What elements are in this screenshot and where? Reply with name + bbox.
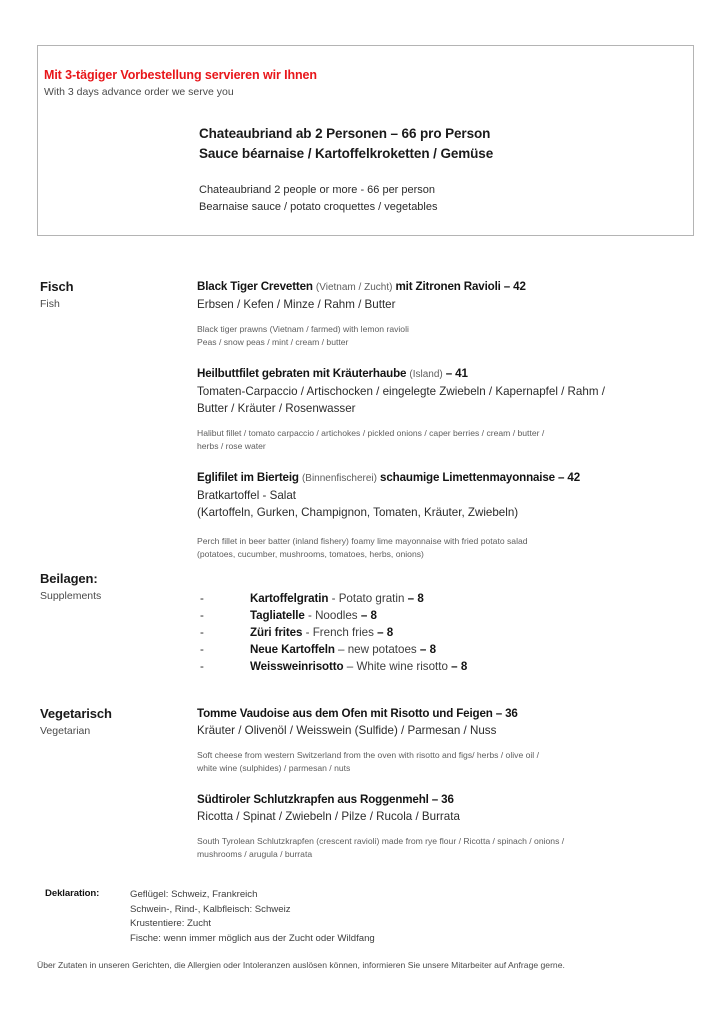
dish-title	[197, 469, 697, 487]
supplement-price-separator: –	[404, 592, 418, 605]
dish-ingredients: Ricotta / Spinat / Zwiebeln / Pilze / Rucola / Burrata	[197, 810, 460, 823]
dish-translation-line: South Tyrolean Schlutzkrapfen (crescent ravioli) made from rye flour / Ricotta / spinach / onions /	[197, 836, 565, 846]
supplement-translation: Potato gratin	[338, 592, 405, 605]
supplement-price: 8	[429, 643, 437, 656]
dish-item	[197, 365, 697, 453]
supplement-row	[197, 607, 697, 624]
supplement-dash: -	[200, 592, 204, 605]
section-label-supplements-de: Beilagen:	[40, 571, 98, 586]
declaration-label: Deklaration:	[45, 888, 100, 899]
declaration-line: Geflügel: Schweiz, Frankreich	[130, 889, 258, 900]
dish-title: Tomme Vaudoise aus dem Ofen mit Risotto und Feigen – 36	[197, 707, 518, 720]
preorder-heading-de: Mit 3-tägiger Vorbestellung servieren wir Ihnen	[44, 68, 317, 82]
section-label-supplements	[40, 570, 190, 605]
dish-ingredients: Bratkartoffel - Salat	[197, 489, 297, 502]
supplement-separator: -	[328, 592, 339, 605]
dish-ingredients: Tomaten-Carpaccio / Artischocken / eingelegte Zwiebeln / Kapernapfel / Rahm /	[197, 385, 605, 398]
preorder-main-line-1: Chateaubriand ab 2 Personen – 66 pro Person	[199, 126, 491, 141]
supplement-separator: -	[302, 626, 313, 639]
dish-ingredients: Kräuter / Olivenöl / Weisswein (Sulfide) / Parmesan / Nuss	[197, 724, 497, 737]
supplement-price: 8	[370, 609, 377, 622]
dish-title-main: Eglifilet im Bierteig	[197, 471, 302, 484]
supplement-name: Weissweinrisotto	[250, 660, 344, 673]
supplement-row	[197, 641, 697, 658]
dish-translation-line: mushrooms / arugula / burrata	[197, 849, 313, 859]
preorder-main-line-2: Sauce béarnaise / Kartoffelkroketten / Gemüse	[199, 146, 494, 161]
section-body-supplements	[197, 590, 697, 675]
preorder-heading-en: With 3 days advance order we serve you	[44, 86, 234, 98]
dish-title	[197, 365, 697, 383]
dish-origin: (Binnenfischerei)	[301, 473, 377, 484]
supplement-name: Kartoffelgratin	[250, 592, 329, 605]
supplement-translation: new potatoes	[347, 643, 417, 656]
spacer	[197, 453, 697, 469]
dish-translation-line: Halibut fillet / tomato carpaccio / artichokes / pickled onions / caper berries / cream / butter /	[197, 428, 545, 438]
supplement-name: Neue Kartoffeln	[250, 643, 335, 656]
preorder-sub-line-1: Chateaubriand 2 people or more - 66 per person	[199, 184, 436, 196]
section-label-supplements-en: Supplements	[40, 590, 102, 602]
dish-item	[197, 791, 697, 861]
supplement-row	[197, 624, 697, 641]
supplement-translation: French fries	[312, 626, 374, 639]
supplement-price: 8	[417, 592, 424, 605]
dish-translation-line: Perch fillet in beer batter (inland fishery) foamy lime mayonnaise with fried potato salad	[197, 536, 528, 546]
dish-title-main: Heilbuttfilet gebraten mit Kräuterhaube	[197, 367, 410, 380]
dish-title: Südtiroler Schlutzkrapfen aus Roggenmehl – 36	[197, 793, 454, 806]
preorder-box	[37, 45, 694, 236]
supplement-dash: -	[200, 609, 204, 622]
supplement-text	[250, 624, 393, 641]
spacer	[197, 313, 697, 323]
dish-title-rest: – 41	[442, 367, 468, 380]
dish-translation-line: Black tiger prawns (Vietnam / farmed) with lemon ravioli	[197, 324, 409, 334]
declaration-line: Fische: wenn immer möglich aus der Zucht oder Wildfang	[130, 932, 375, 944]
supplement-price-separator: –	[357, 609, 371, 622]
dish-translation-line: Soft cheese from western Switzerland from the oven with risotto and figs/ herbs / olive oil /	[197, 750, 539, 760]
supplement-row	[197, 658, 697, 675]
section-label-vegetarian	[40, 705, 190, 740]
supplement-translation: White wine risotto	[356, 660, 448, 673]
allergen-footnote: Über Zutaten in unseren Gerichten, die Allergien oder Intoleranzen auslösen können, informieren Sie unsere Mitarbeiter auf Anfrage gerne.	[37, 960, 565, 970]
supplement-translation: Noodles	[315, 609, 358, 622]
dish-ingredients: Erbsen / Kefen / Minze / Rahm / Butter	[197, 298, 396, 311]
supplement-text	[250, 590, 424, 607]
supplement-name: Züri frites	[250, 626, 303, 639]
spacer	[197, 521, 697, 535]
supplement-price-separator: –	[373, 626, 387, 639]
section-body-vegetarian	[197, 705, 697, 861]
spacer	[197, 417, 697, 427]
section-body-fish	[197, 278, 697, 561]
supplement-price: 8	[386, 626, 394, 639]
spacer	[197, 825, 697, 835]
preorder-sub-line-2: Bearnaise sauce / potato croquettes / vegetables	[199, 201, 438, 213]
dish-title-rest: mit Zitronen Ravioli – 42	[392, 280, 526, 293]
spacer	[197, 775, 697, 791]
supplement-dash: -	[200, 660, 204, 673]
declaration-lines	[130, 888, 630, 946]
supplement-row	[197, 590, 697, 607]
supplement-text	[250, 641, 436, 658]
spacer	[197, 739, 697, 749]
supplement-price-separator: –	[416, 643, 430, 656]
section-label-vegetarian-de: Vegetarisch	[40, 706, 112, 721]
dish-title	[197, 278, 697, 296]
dish-ingredients: Butter / Kräuter / Rosenwasser	[197, 402, 356, 415]
dish-item	[197, 278, 697, 349]
spacer	[197, 349, 697, 365]
dish-origin: (Island)	[409, 369, 443, 380]
supplement-price-separator: –	[447, 660, 461, 673]
section-label-fish-de: Fisch	[40, 279, 74, 294]
section-label-fish	[40, 278, 190, 313]
preorder-sub-block	[199, 182, 669, 216]
dish-translation-line: herbs / rose water	[197, 441, 266, 451]
section-label-fish-en: Fish	[40, 298, 60, 310]
dish-translation-line: (potatoes, cucumber, mushrooms, tomatoes, herbs, onions)	[197, 549, 424, 559]
supplement-dash: -	[200, 626, 204, 639]
dish-translation-line: white wine (sulphides) / parmesan / nuts	[197, 763, 351, 773]
supplement-separator: -	[304, 609, 316, 622]
section-label-vegetarian-en: Vegetarian	[40, 725, 91, 737]
declaration-line: Schwein-, Rind-, Kalbfleisch: Schweiz	[130, 903, 291, 915]
supplement-price: 8	[460, 660, 468, 673]
dish-title-main: Black Tiger Crevetten	[197, 280, 316, 293]
dish-translation-line: Peas / snow peas / mint / cream / butter	[197, 337, 349, 347]
dish-item	[197, 469, 697, 561]
supplement-text	[250, 658, 467, 675]
supplement-separator: –	[334, 643, 348, 656]
supplement-name: Tagliatelle	[250, 609, 305, 622]
dish-item	[197, 705, 697, 775]
dish-ingredients: (Kartoffeln, Gurken, Champignon, Tomaten, Kräuter, Zwiebeln)	[197, 506, 519, 519]
dish-title-rest: schaumige Limettenmayonnaise – 42	[376, 471, 581, 484]
dish-origin: (Vietnam / Zucht)	[315, 282, 393, 293]
supplement-text	[250, 607, 377, 624]
preorder-main-block	[199, 124, 669, 164]
declaration-line: Krustentiere: Zucht	[130, 918, 212, 929]
supplement-separator: –	[343, 660, 357, 673]
supplement-dash: -	[200, 643, 204, 656]
